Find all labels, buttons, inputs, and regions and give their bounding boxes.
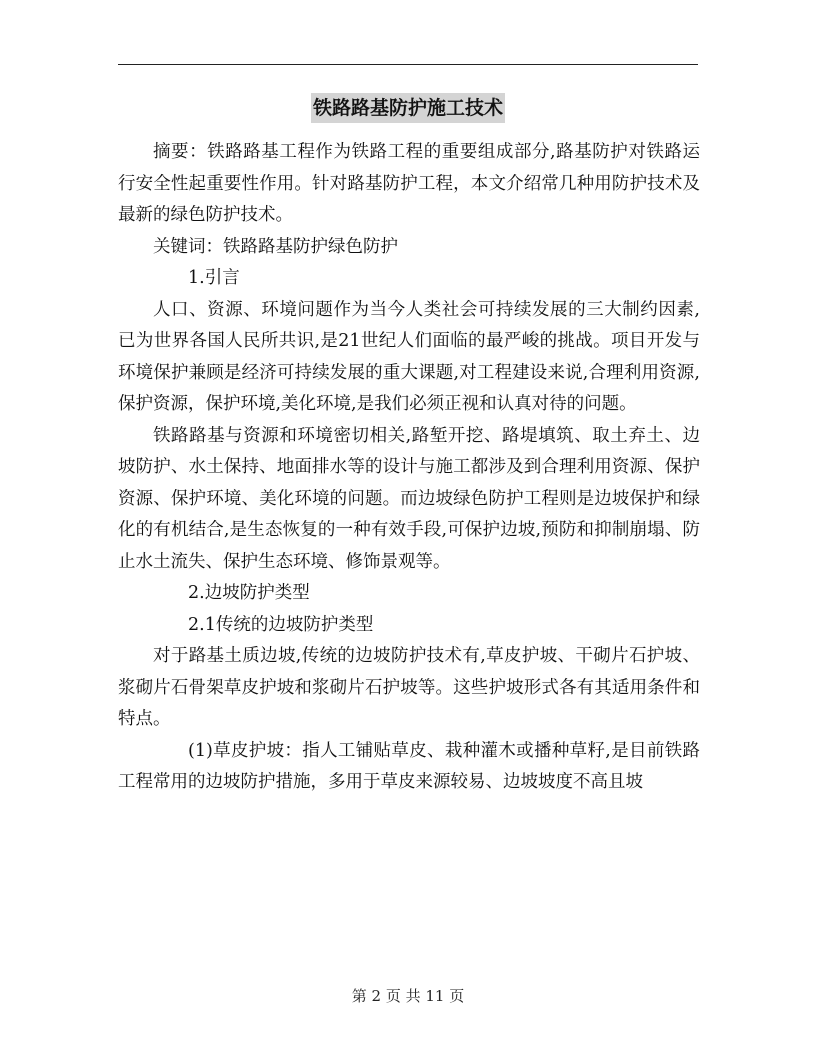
paragraph-abstract <box>118 137 700 232</box>
heading-text: 引言 <box>204 268 240 288</box>
paragraph-text: 铁路路基与资源和环境密切相关,路堑开挖、路堤填筑、取土弃土、边坡防护、水土保持、地面排水等的设计与施工都涉及到合理利用资源、保护资源、保护环境、美化环境的问题。而边坡绿色防护工程则是边坡保护和绿化的有机结合,是生态恢复的一种有效手段,可保护边坡,预防和抑制崩塌、防止水土流失、保护生态环境、修饰景观等。 <box>118 425 700 572</box>
heading-number: 2.1 <box>188 614 216 635</box>
heading-introduction <box>118 263 700 295</box>
document-title: 铁路路基防护施工技术 <box>311 93 505 123</box>
paragraph-text: 关键词：铁路路基防护绿色防护 <box>153 236 398 257</box>
paragraph-intro-1 <box>118 295 700 421</box>
heading-number: 1. <box>188 268 205 288</box>
heading-traditional-types <box>118 610 700 642</box>
paragraph-item-1 <box>118 736 700 799</box>
heading-text: 边坡防护类型 <box>204 583 310 603</box>
document-body <box>118 137 700 799</box>
paragraph-keywords <box>118 232 700 264</box>
header-rule <box>118 64 698 65</box>
paragraph-text: 摘要：铁路路基工程作为铁路工程的重要组成部分,路基防护对铁路运行安全性起重要性作用。针对路基防护工程，本文介绍常几种用防护技术及最新的绿色防护技术。 <box>118 142 700 225</box>
page-number-label: 第 2 页 共 11 页 <box>351 987 465 1005</box>
heading-number: 2. <box>188 583 205 603</box>
page-footer <box>0 985 816 1006</box>
paragraph-text: 草皮护坡：指人工铺贴草皮、栽种灌木或播种草籽,是目前铁路工程常用的边坡防护措施，多用于草皮来源较易、边坡坡度不高且坡 <box>118 740 700 792</box>
title-container <box>0 93 816 123</box>
heading-slope-types <box>118 578 700 610</box>
item-number: (1) <box>188 740 213 761</box>
paragraph-traditional <box>118 641 700 736</box>
heading-text: 传统的边坡防护类型 <box>215 614 374 635</box>
paragraph-text: 对于路基土质边坡,传统的边坡防护技术有,草皮护坡、干砌片石护坡、浆砌片石骨架草皮护坡和浆砌片石护坡等。这些护坡形式各有其适用条件和特点。 <box>118 646 700 729</box>
paragraph-intro-2 <box>118 421 700 579</box>
paragraph-text: 人口、资源、环境问题作为当今人类社会可持续发展的三大制约因素,已为世界各国人民所共识,是21世纪人们面临的最严峻的挑战。项目开发与环境保护兼顾是经济可持续发展的重大课题,对工程建设来说,合理利用资源,保护资源，保护环境,美化环境,是我们必须正视和认真对待的问题。 <box>118 299 700 414</box>
